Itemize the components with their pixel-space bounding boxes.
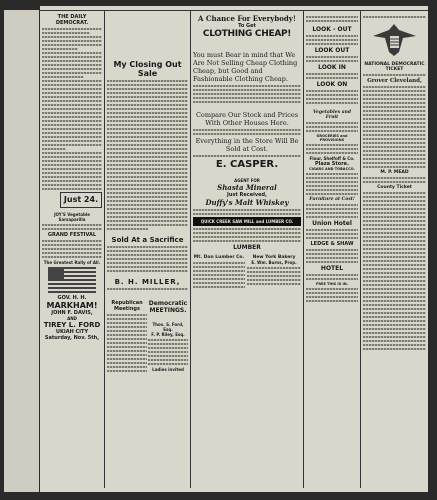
body-text — [306, 56, 358, 62]
lookon-heading: LOOK ON — [316, 81, 348, 88]
body-text — [107, 246, 188, 272]
to-get-text: To Get — [238, 23, 256, 29]
column-rule — [190, 10, 191, 488]
lookout-heading-2: LOOK OUT — [314, 47, 350, 54]
lookout-heading: LOOK - OUT — [312, 26, 352, 33]
lumber-heading: LUMBER — [233, 244, 261, 251]
date-heading: Saturday, Nov. 5th, — [44, 335, 100, 341]
democratic-box — [148, 300, 188, 374]
republican-heading: Republican Meetings — [111, 300, 143, 312]
tirey-heading: TIREY L. FORD — [43, 321, 101, 329]
john-heading: JOHN F. DAVIS, — [51, 310, 93, 316]
everything-text: Everything in the Store Will Be Sold at Cost. — [195, 137, 299, 153]
markham-heading: MARKHAM! — [46, 301, 98, 310]
body-text — [363, 192, 426, 350]
casper-heading: E. CASPER. — [215, 159, 279, 170]
body-text — [42, 28, 102, 190]
speaker-name: F. P. Riley, Esq. — [151, 332, 185, 337]
body-text — [363, 86, 426, 168]
body-text — [306, 274, 358, 280]
body-text — [306, 122, 358, 132]
flag-canton — [48, 267, 64, 279]
furniture-heading: Furniture at Cost! — [309, 197, 355, 202]
rally-heading: The Greatest Rally of All. — [43, 260, 101, 265]
joys-ad: JOY'S Vegetable Sarsaparilla — [54, 212, 90, 222]
body-text — [306, 204, 358, 218]
body-text — [306, 16, 358, 22]
clothing-heading: CLOTHING CHEAP! — [202, 29, 292, 39]
bakery-ad — [247, 255, 301, 290]
body-text — [306, 35, 358, 45]
body-text — [306, 229, 358, 239]
body-text — [148, 339, 188, 365]
just-24-ad: Just 24. — [60, 192, 102, 208]
sacrifice-heading: Sold At a Sacrifice — [111, 236, 184, 244]
lumber-ad — [193, 255, 245, 290]
body-text — [107, 314, 147, 372]
body-text — [42, 224, 102, 230]
cigars-heading: CIGARS AND TOBACCO. — [309, 167, 355, 171]
eagle-icon — [371, 22, 418, 58]
union-hotel-heading: Union Hotel — [312, 220, 352, 227]
body-text — [193, 85, 301, 103]
body-text — [363, 177, 426, 183]
body-text — [107, 288, 188, 290]
cleveland-heading: Grover Cleveland, — [367, 78, 422, 84]
body-text — [107, 80, 188, 230]
column-rule — [360, 10, 361, 488]
chance-heading: A Chance For Everybody! — [198, 14, 296, 23]
body-text — [193, 209, 301, 215]
body-text — [363, 74, 426, 76]
shasta-heading: Shasta Mineral — [217, 183, 277, 192]
column-2 — [107, 20, 188, 488]
flour-heading: Flour, Shelfoff & Co. — [309, 156, 355, 161]
closing-sale-heading: My Closing Out Sale — [113, 60, 182, 78]
gov-heading: GOV. H. H. — [57, 295, 87, 301]
sawmill-banner: QUICK CREEK SAW MILL and LUMBER CO. — [193, 217, 301, 226]
previous-page-edge — [4, 10, 39, 492]
and-text: AND — [67, 316, 77, 321]
column-3 — [193, 14, 301, 488]
body-text — [193, 155, 301, 157]
body-text — [193, 129, 301, 135]
body-text — [306, 144, 358, 154]
lookin-heading: LOOK IN — [318, 64, 346, 71]
ticket-heading: NATIONAL DEMOCRATIC TICKET — [364, 62, 425, 72]
plaza-heading: Plaza Store. — [315, 161, 349, 167]
ukiah-heading: UKIAH CITY — [55, 329, 89, 335]
bakery-prop: E. Wm. Burns, Prop. — [251, 260, 297, 265]
body-text — [306, 173, 358, 195]
county-heading: County Ticket — [377, 185, 412, 190]
flag-illustration — [48, 267, 96, 293]
vegetables-heading: Vegetables and Fruit — [312, 110, 352, 120]
column-4 — [306, 14, 358, 488]
body-text — [306, 249, 358, 263]
body-text — [306, 288, 358, 302]
body-text — [193, 228, 301, 242]
body-text — [193, 262, 245, 288]
miller-heading: B. H. MILLER, — [114, 278, 181, 286]
body-text — [363, 16, 426, 18]
republican-box — [107, 300, 147, 374]
column-5 — [363, 14, 426, 488]
mead-heading: M. P. MEAD — [380, 170, 409, 175]
ladies-note: Ladies invited — [152, 367, 184, 372]
duffy-heading: Duffy's Malt Whiskey — [205, 198, 289, 207]
body-text — [42, 240, 102, 258]
clothing-text: You must Bear in mind that We Are Not Selling Cheap Clothing Cheap, but Good and Fashionable Clothing Cheap. — [193, 51, 298, 83]
body-text — [247, 267, 301, 285]
body-text — [306, 73, 358, 79]
meetings-row — [107, 300, 188, 374]
free-heading: FREE THIS IS IN. — [315, 282, 349, 286]
column-rule — [104, 10, 105, 488]
democratic-heading: Democratic MEETINGS. — [148, 300, 188, 314]
lumber-co-heading: Mt. Don Lumber Co. — [193, 255, 245, 260]
top-rule — [40, 10, 428, 11]
hotel-heading: HOTEL — [320, 265, 344, 272]
festival-ad: GRAND FESTIVAL — [47, 232, 97, 238]
column-rule — [303, 10, 304, 488]
received-text: Just Received, — [227, 192, 267, 198]
eagle-illustration — [371, 22, 418, 58]
agent-text: AGENT FOR — [234, 178, 260, 183]
bottom-ads-row — [193, 255, 301, 290]
body-text — [306, 90, 358, 104]
groceries-heading: GROCERIES and PROVISIONS — [316, 134, 348, 142]
masthead: THE DAILY DEMOCRAT. — [55, 14, 89, 26]
ledge-heading: LEDGE & SHAW — [310, 241, 354, 247]
compare-text: Compare Our Stock and Prices With Other Houses Here. — [195, 111, 299, 127]
newspaper-page — [40, 6, 428, 492]
bakery-heading: New York Bakery — [252, 255, 296, 260]
speaker-name: Thos. S. Ford, Esq. — [152, 322, 184, 332]
column-1 — [42, 14, 102, 488]
